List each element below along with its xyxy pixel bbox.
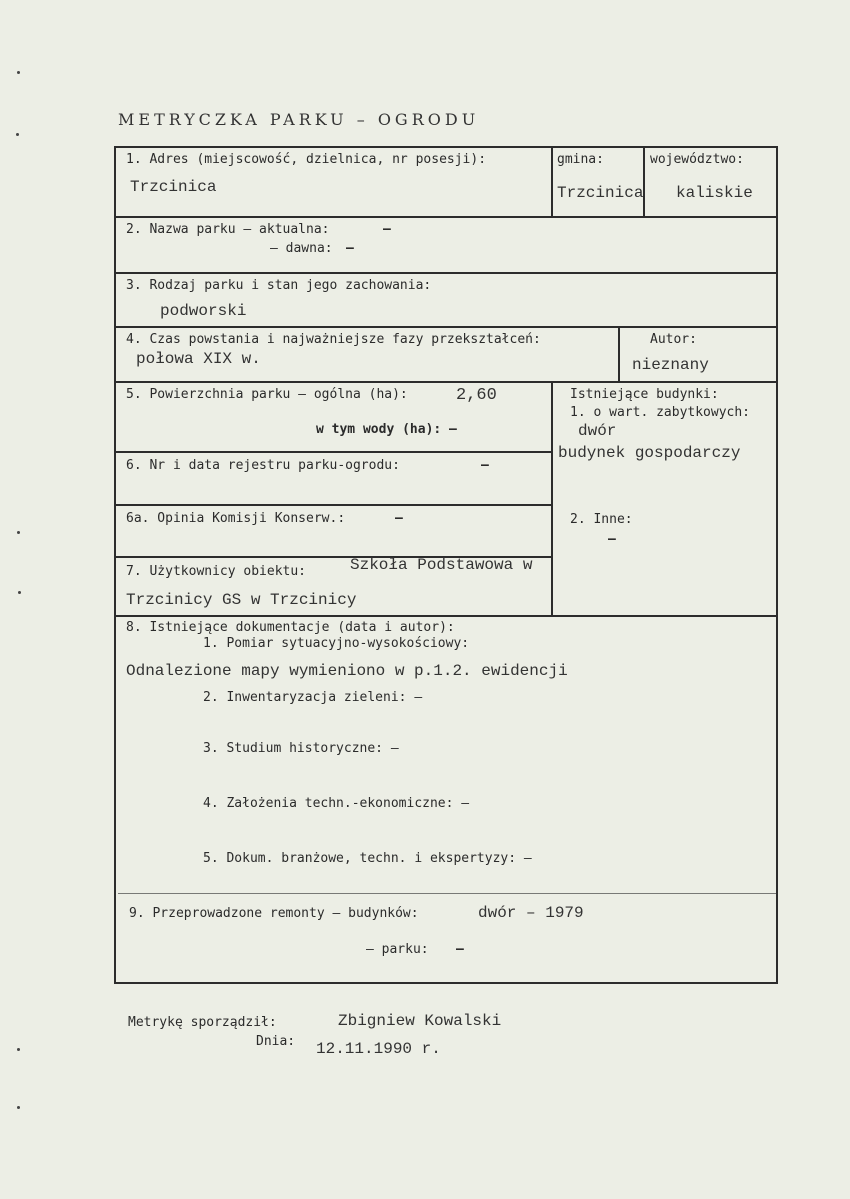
documentation-label: 8. Istniejące dokumentacje (data i autor): xyxy=(126,620,455,635)
users-value-line2: Trzcinicy GS w Trzcinicy xyxy=(126,591,357,609)
renovations-label: 9. Przeprowadzone remonty – budynków: xyxy=(129,906,419,921)
margin-mark xyxy=(17,1106,20,1109)
documentation-item: 1. Pomiar sytuacyjno-wysokościowy: xyxy=(203,636,470,651)
historic-buildings-label: 1. o wart. zabytkowych: xyxy=(570,405,751,420)
page-title: METRYCZKA PARKU – OGRODU xyxy=(118,110,480,129)
park-name-former-value: – xyxy=(346,241,354,256)
register-label: 6. Nr i data rejestru parku-ogrodu: xyxy=(126,458,400,473)
park-name-former-label: – dawna: xyxy=(270,241,333,256)
renovations-park-label: – parku: xyxy=(366,942,429,957)
documentation-item: 4. Założenia techn.-ekonomiczne: – xyxy=(203,796,470,811)
documentation-item-value: Odnalezione mapy wymieniono w p.1.2. ewidencji xyxy=(126,662,568,680)
area-label: 5. Powierzchnia parku – ogólna (ha): xyxy=(126,387,408,402)
margin-mark xyxy=(18,591,21,594)
area-value: 2,60 xyxy=(456,386,497,405)
author-label: Autor: xyxy=(650,332,697,347)
park-type-label: 3. Rodzaj parku i stan jego zachowania: xyxy=(126,278,432,293)
register-value: – xyxy=(481,458,489,473)
users-label: 7. Użytkownicy obiektu: xyxy=(126,564,307,579)
park-name-label: 2. Nazwa parku – aktualna: xyxy=(126,222,330,237)
documentation-item: 3. Studium historyczne: – xyxy=(203,741,399,756)
wojewodztwo-value: kaliskie xyxy=(676,184,753,202)
building-item: dwór xyxy=(578,422,617,440)
origin-label: 4. Czas powstania i najważniejsze fazy przekształceń: xyxy=(126,332,541,347)
gmina-label: gmina: xyxy=(557,152,604,167)
margin-mark xyxy=(17,71,20,74)
other-buildings-label: 2. Inne: xyxy=(570,512,633,527)
documentation-item: 5. Dokum. branżowe, techn. i ekspertyzy: – xyxy=(203,851,532,866)
commission-opinion-value: – xyxy=(395,511,403,526)
wojewodztwo-label: województwo: xyxy=(650,152,744,167)
date-value: 12.11.1990 r. xyxy=(316,1040,441,1058)
date-label: Dnia: xyxy=(256,1034,296,1049)
margin-mark xyxy=(17,531,20,534)
building-item: budynek gospodarczy xyxy=(558,444,741,462)
buildings-label: Istniejące budynki: xyxy=(570,387,719,402)
address-value: Trzcinica xyxy=(130,178,217,196)
water-area-label: w tym wody (ha): – xyxy=(316,422,457,437)
commission-opinion-label: 6a. Opinia Komisji Konserw.: xyxy=(126,511,346,526)
users-value-line1: Szkoła Podstawowa w xyxy=(350,556,533,574)
address-label: 1. Adres (miejscowość, dzielnica, nr posesji): xyxy=(126,152,487,167)
origin-value: połowa XIX w. xyxy=(136,350,261,368)
documentation-item: 2. Inwentaryzacja zieleni: – xyxy=(203,690,423,705)
gmina-value: Trzcinica xyxy=(557,184,644,202)
prepared-by-label: Metrykę sporządził: xyxy=(128,1015,277,1030)
renovations-buildings-value: dwór – 1979 xyxy=(478,904,584,922)
renovations-park-value: – xyxy=(456,942,464,957)
other-buildings-value: – xyxy=(608,532,616,547)
author-value: nieznany xyxy=(632,356,709,374)
margin-mark xyxy=(16,133,19,136)
prepared-by-value: Zbigniew Kowalski xyxy=(338,1012,502,1030)
margin-mark xyxy=(17,1048,20,1051)
park-type-value: podworski xyxy=(160,302,247,320)
park-name-current-value: – xyxy=(383,222,391,237)
